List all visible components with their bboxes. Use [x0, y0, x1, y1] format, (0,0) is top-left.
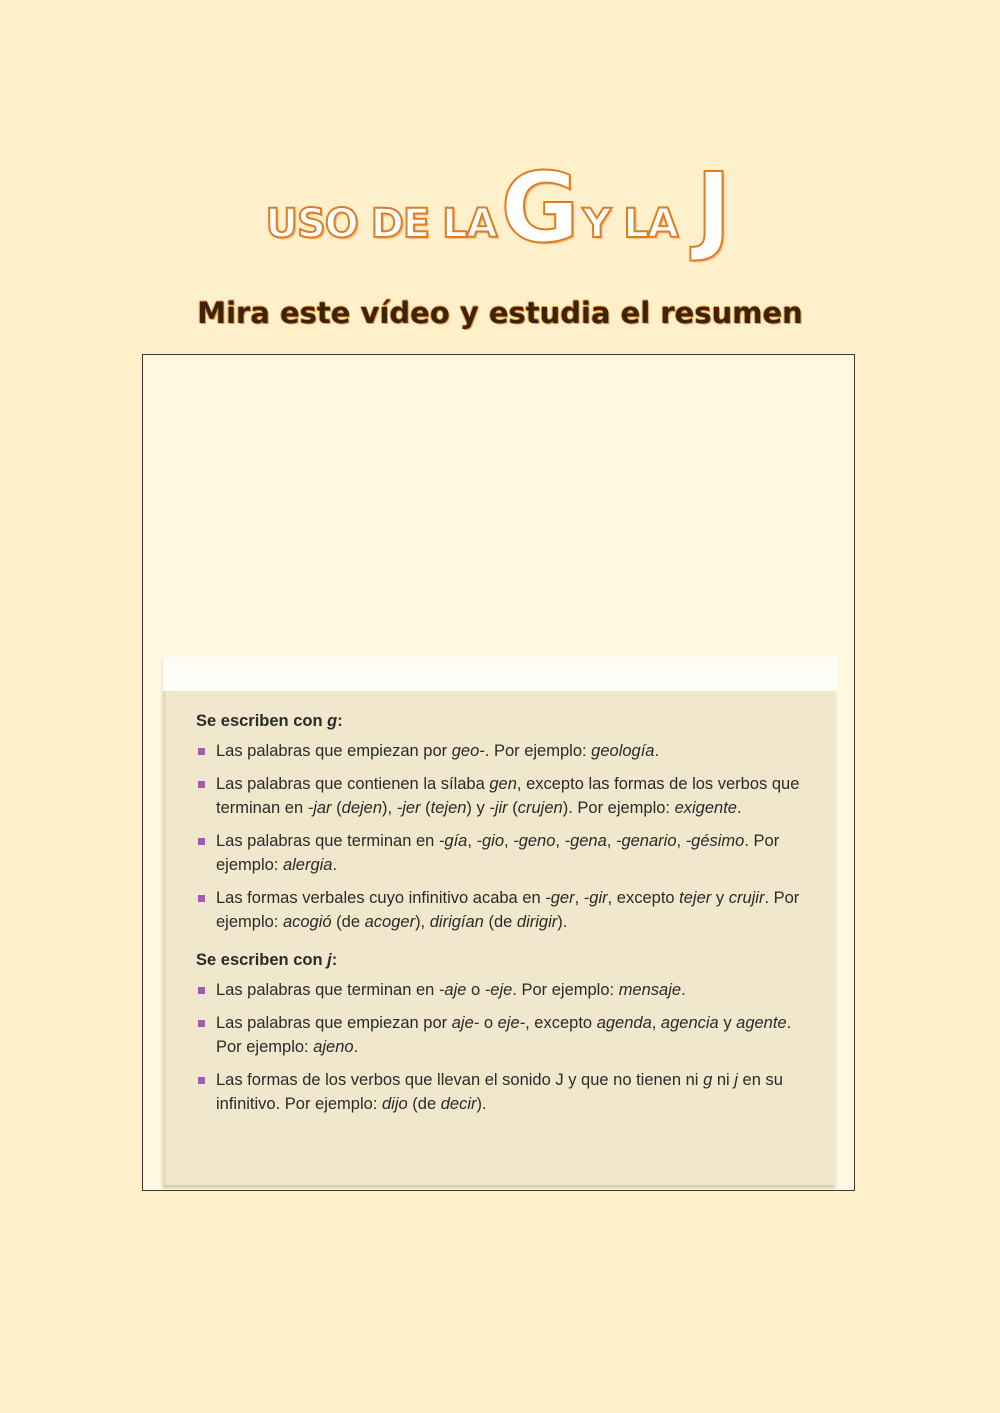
list-item: Las palabras que contienen la sílaba gen, excepto las formas de los verbos que terminan en -jar (dejen), -jer (tejen) y -jir (crujen). Por ejemplo: exigente. [196, 772, 806, 820]
bullet-icon [198, 987, 205, 994]
list-item: Las palabras que terminan en -gía, -gio, -geno, -gena, -genario, -gésimo. Por ejemplo: alergia. [196, 829, 806, 877]
summary-top-band [163, 657, 838, 691]
title-part-2: Y LA [582, 201, 678, 247]
list-item: Las palabras que empiezan por aje- o eje-, excepto agenda, agencia y agente. Por ejemplo: ajeno. [196, 1011, 806, 1059]
bullet-icon [198, 838, 205, 845]
j-rules-heading: Se escriben con j: [196, 951, 338, 969]
page-title [0, 150, 1000, 265]
bullet-icon [198, 1020, 205, 1027]
title-part-1: USO DE LA [265, 201, 497, 247]
content-frame [142, 354, 855, 1191]
list-item: Las formas verbales cuyo infinitivo acaba en -ger, -gir, excepto tejer y crujir. Por ejemplo: acogió (de acoger), dirigían (de dirigir). [196, 886, 806, 934]
g-rules-list [196, 739, 806, 934]
summary-box [163, 657, 835, 1185]
list-item: Las palabras que terminan en -aje o -eje. Por ejemplo: mensaje. [196, 978, 806, 1002]
list-item: Las formas de los verbos que llevan el sonido J y que no tienen ni g ni j en su infinitivo. Por ejemplo: dijo (de decir). [196, 1068, 806, 1116]
bullet-icon [198, 895, 205, 902]
g-rules-heading: Se escriben con g: [196, 712, 343, 730]
title-letter-g: G [500, 152, 579, 265]
page-subtitle: Mira este vídeo y estudia el resumen [197, 296, 803, 330]
list-item: Las palabras que empiezan por geo-. Por ejemplo: geología. [196, 739, 806, 763]
bullet-icon [198, 781, 205, 788]
j-rules-list [196, 978, 806, 1116]
title-letter-j: J [695, 152, 731, 265]
bullet-icon [198, 748, 205, 755]
bullet-icon [198, 1077, 205, 1084]
video-placeholder[interactable] [143, 355, 854, 655]
summary-content [196, 709, 806, 1125]
